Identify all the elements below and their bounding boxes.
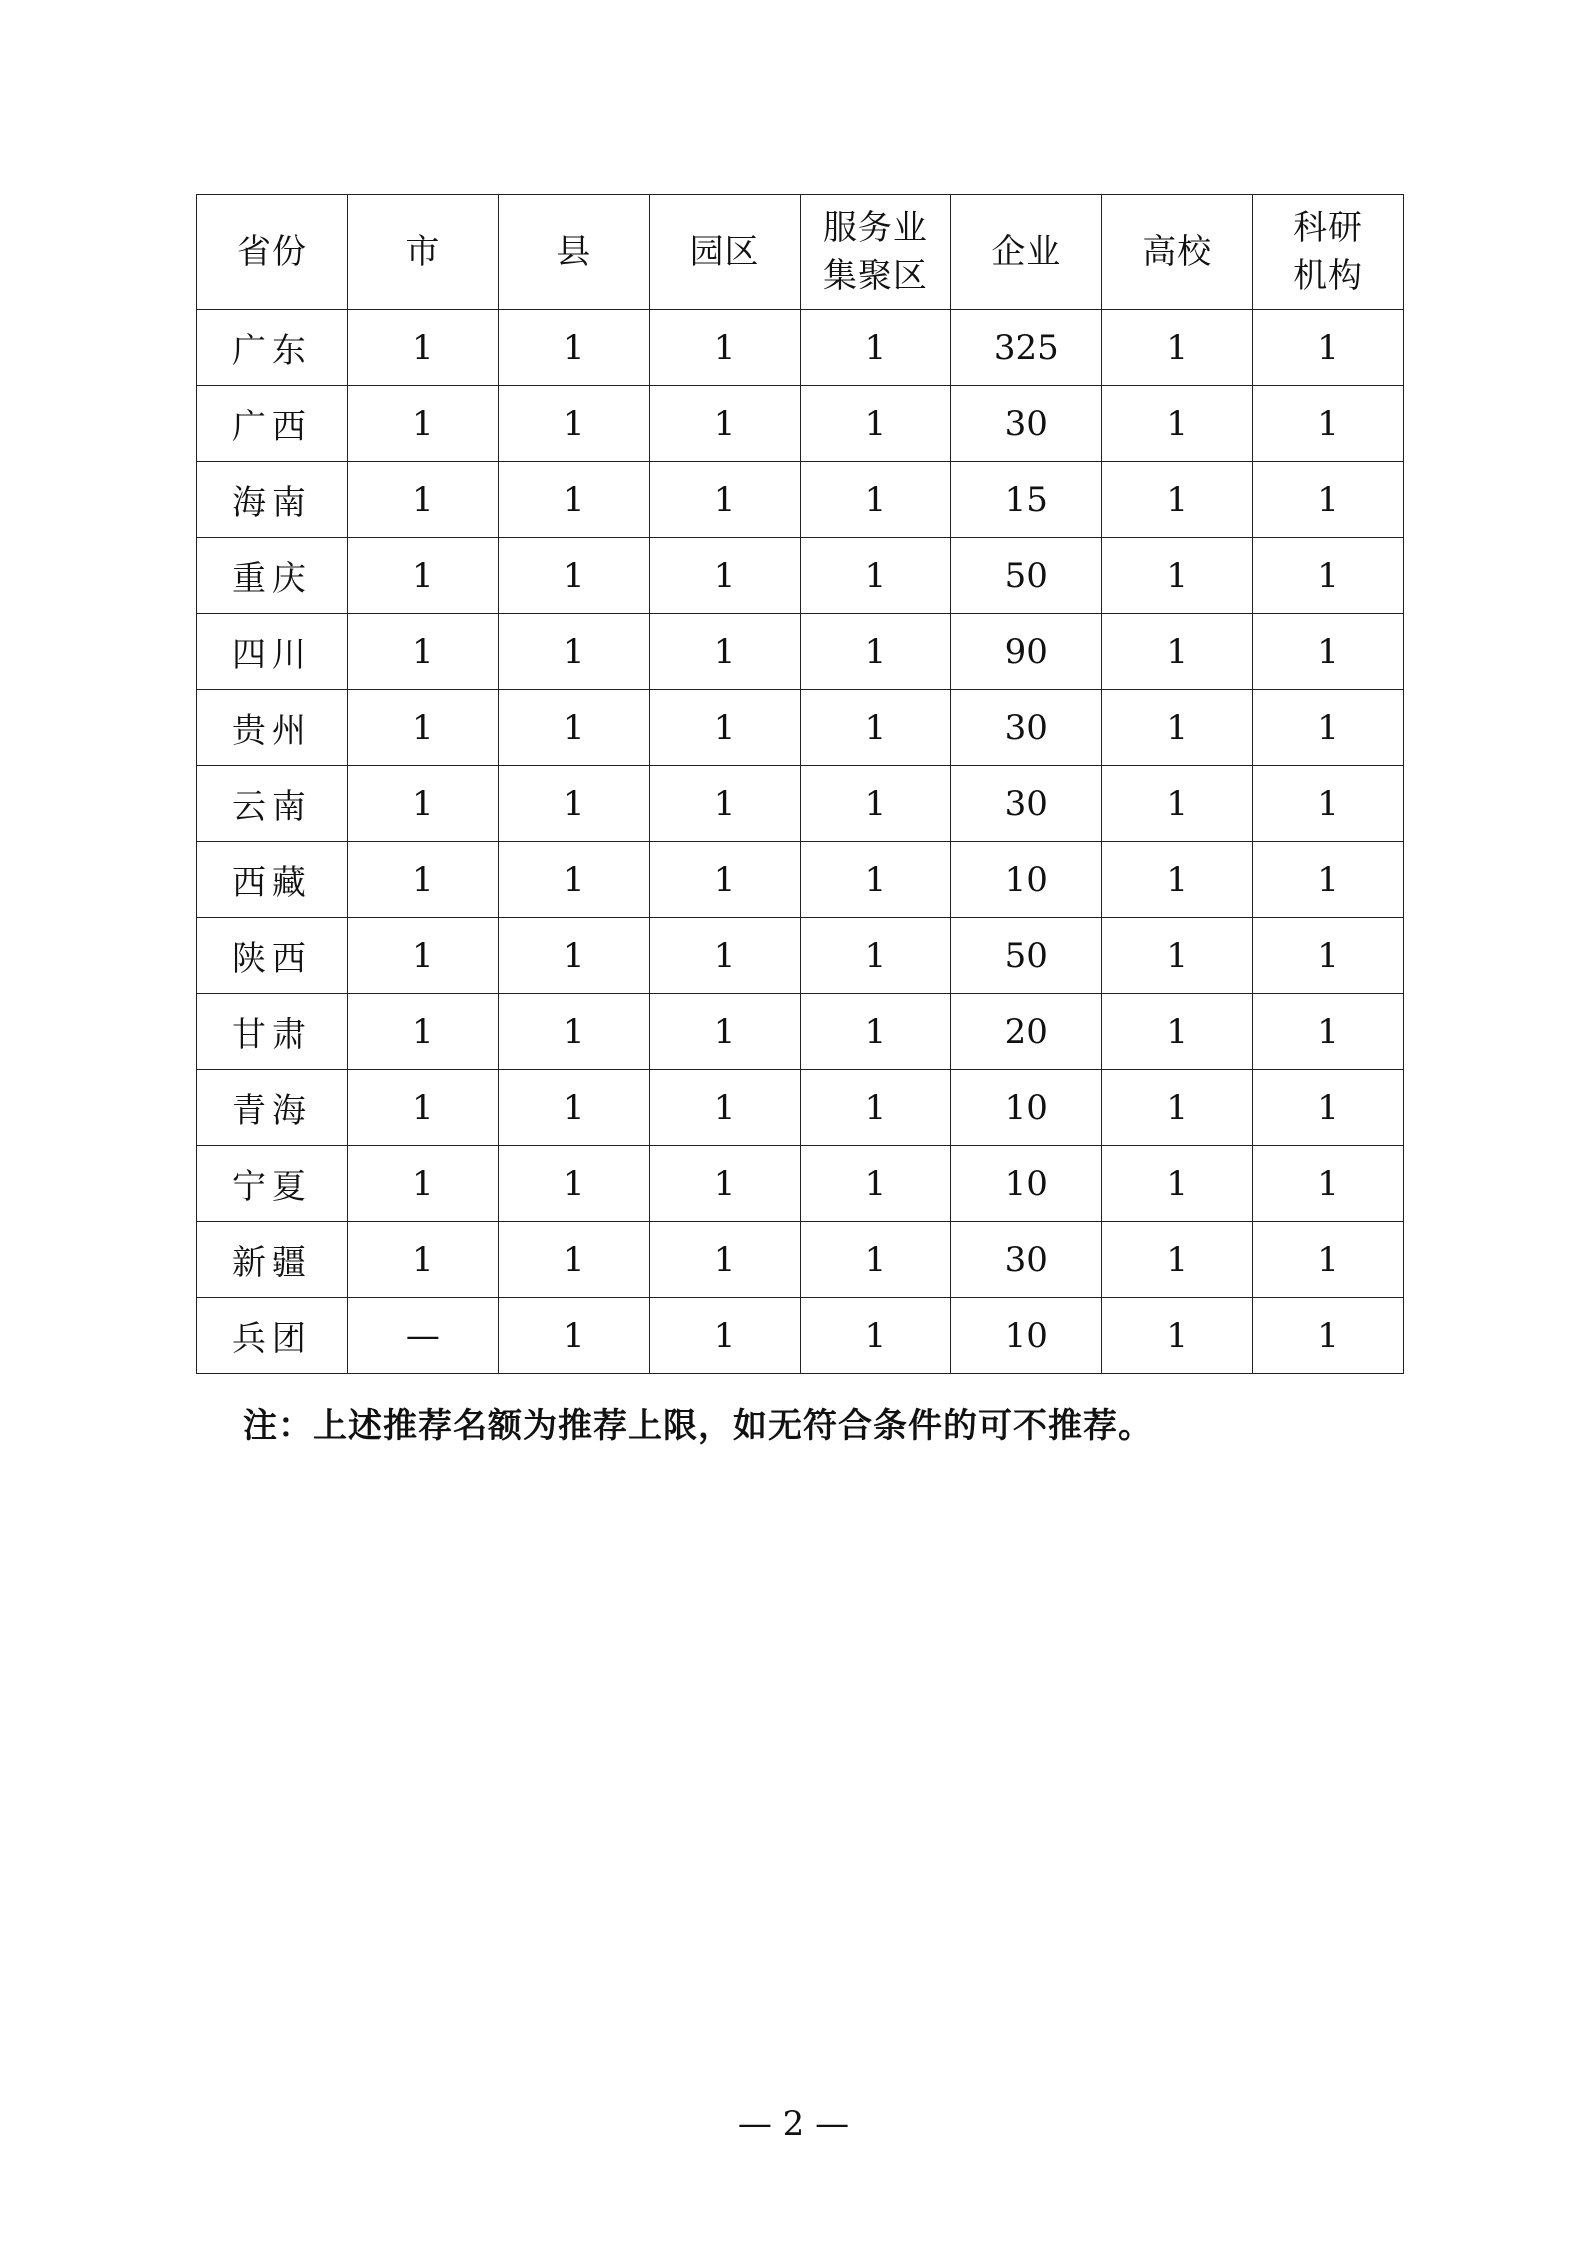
quota-cell: 30	[951, 1222, 1102, 1298]
quota-cell: 1	[1102, 690, 1253, 766]
quota-cell: 1	[498, 842, 649, 918]
table-row	[197, 1222, 1404, 1298]
quota-cell: 1	[498, 538, 649, 614]
quota-cell: 10	[951, 1298, 1102, 1374]
province-cell: 贵州	[197, 690, 348, 766]
quota-cell: 15	[951, 462, 1102, 538]
table-row	[197, 386, 1404, 462]
column-header: 高校	[1102, 195, 1253, 310]
province-cell: 重庆	[197, 538, 348, 614]
quota-cell: 1	[1102, 310, 1253, 386]
quota-cell: 1	[498, 918, 649, 994]
province-cell: 新疆	[197, 1222, 348, 1298]
column-header: 园区	[649, 195, 800, 310]
quota-cell: 1	[1253, 1298, 1404, 1374]
column-header: 省份	[197, 195, 348, 310]
quota-cell: 1	[1102, 462, 1253, 538]
quota-cell: 325	[951, 310, 1102, 386]
quota-cell: 1	[1102, 1298, 1253, 1374]
quota-cell: 1	[1253, 994, 1404, 1070]
quota-cell: 1	[1102, 386, 1253, 462]
quota-cell: 1	[649, 538, 800, 614]
quota-cell: 10	[951, 1070, 1102, 1146]
quota-cell: 1	[1253, 766, 1404, 842]
quota-cell: 1	[649, 614, 800, 690]
quota-cell: 1	[498, 614, 649, 690]
quota-cell: 1	[347, 918, 498, 994]
province-cell: 宁夏	[197, 1146, 348, 1222]
table-row	[197, 1298, 1404, 1374]
table-row	[197, 994, 1404, 1070]
quota-cell: 10	[951, 842, 1102, 918]
province-cell: 云南	[197, 766, 348, 842]
quota-cell: 1	[800, 538, 951, 614]
quota-table	[196, 194, 1404, 1374]
quota-cell: 1	[498, 690, 649, 766]
quota-cell: 1	[800, 1222, 951, 1298]
quota-cell: 1	[347, 1146, 498, 1222]
province-cell: 兵团	[197, 1298, 348, 1374]
quota-cell: 1	[347, 690, 498, 766]
quota-cell: 1	[1102, 918, 1253, 994]
quota-cell: 1	[1253, 1222, 1404, 1298]
table-row	[197, 1146, 1404, 1222]
quota-cell: 1	[1253, 1146, 1404, 1222]
quota-cell: 1	[800, 310, 951, 386]
page-number: — 2 —	[737, 2104, 850, 2144]
quota-cell: —	[347, 1298, 498, 1374]
quota-cell: 1	[1253, 310, 1404, 386]
quota-cell: 1	[498, 994, 649, 1070]
quota-cell: 1	[1102, 1070, 1253, 1146]
quota-cell: 1	[800, 1146, 951, 1222]
quota-cell: 30	[951, 690, 1102, 766]
quota-cell: 1	[1253, 842, 1404, 918]
quota-cell: 1	[649, 1070, 800, 1146]
quota-cell: 1	[1102, 1222, 1253, 1298]
quota-cell: 1	[347, 386, 498, 462]
quota-cell: 1	[800, 766, 951, 842]
table-row	[197, 690, 1404, 766]
province-cell: 陕西	[197, 918, 348, 994]
quota-cell: 1	[800, 1298, 951, 1374]
quota-cell: 1	[1253, 690, 1404, 766]
quota-cell: 1	[649, 690, 800, 766]
quota-cell: 1	[347, 614, 498, 690]
quota-cell: 1	[1102, 994, 1253, 1070]
quota-cell: 1	[800, 614, 951, 690]
quota-cell: 1	[347, 1070, 498, 1146]
table-row	[197, 462, 1404, 538]
quota-cell: 1	[649, 994, 800, 1070]
quota-cell: 1	[1102, 1146, 1253, 1222]
quota-cell: 1	[800, 386, 951, 462]
header-row	[197, 195, 1404, 310]
quota-cell: 1	[1102, 614, 1253, 690]
table-row	[197, 766, 1404, 842]
column-header: 科研 机构	[1253, 195, 1404, 310]
province-cell: 甘肃	[197, 994, 348, 1070]
column-header: 县	[498, 195, 649, 310]
quota-cell: 1	[347, 1222, 498, 1298]
quota-cell: 1	[1253, 538, 1404, 614]
province-cell: 广西	[197, 386, 348, 462]
quota-cell: 1	[800, 918, 951, 994]
footnote: 注：上述推荐名额为推荐上限，如无符合条件的可不推荐。	[243, 1406, 1153, 1446]
table-header	[197, 195, 1404, 310]
quota-cell: 1	[347, 842, 498, 918]
quota-cell: 1	[649, 386, 800, 462]
quota-cell: 1	[649, 462, 800, 538]
quota-cell: 1	[800, 462, 951, 538]
quota-cell: 1	[498, 1146, 649, 1222]
quota-cell: 1	[498, 386, 649, 462]
quota-cell: 1	[649, 1298, 800, 1374]
quota-cell: 1	[649, 310, 800, 386]
quota-cell: 10	[951, 1146, 1102, 1222]
quota-cell: 1	[800, 1070, 951, 1146]
quota-cell: 1	[498, 1298, 649, 1374]
table-row	[197, 842, 1404, 918]
quota-cell: 1	[800, 994, 951, 1070]
province-cell: 广东	[197, 310, 348, 386]
table-row	[197, 918, 1404, 994]
column-header: 企业	[951, 195, 1102, 310]
quota-cell: 1	[347, 310, 498, 386]
province-cell: 西藏	[197, 842, 348, 918]
quota-cell: 1	[1102, 538, 1253, 614]
quota-cell: 1	[1253, 386, 1404, 462]
quota-cell: 20	[951, 994, 1102, 1070]
quota-cell: 1	[347, 766, 498, 842]
quota-cell: 1	[498, 310, 649, 386]
quota-cell: 1	[1253, 918, 1404, 994]
quota-cell: 50	[951, 918, 1102, 994]
quota-cell: 1	[1253, 1070, 1404, 1146]
quota-cell: 1	[347, 538, 498, 614]
quota-cell: 1	[498, 766, 649, 842]
quota-cell: 30	[951, 386, 1102, 462]
table-row	[197, 310, 1404, 386]
table-row	[197, 1070, 1404, 1146]
quota-cell: 1	[649, 842, 800, 918]
quota-cell: 1	[498, 1222, 649, 1298]
province-cell: 海南	[197, 462, 348, 538]
quota-cell: 1	[649, 918, 800, 994]
column-header: 服务业 集聚区	[800, 195, 951, 310]
quota-cell: 1	[1253, 614, 1404, 690]
quota-cell: 1	[498, 462, 649, 538]
table-row	[197, 614, 1404, 690]
quota-cell: 1	[649, 1146, 800, 1222]
quota-cell: 1	[800, 690, 951, 766]
quota-cell: 1	[498, 1070, 649, 1146]
province-cell: 四川	[197, 614, 348, 690]
quota-cell: 50	[951, 538, 1102, 614]
quota-cell: 1	[1102, 842, 1253, 918]
quota-cell: 1	[1102, 766, 1253, 842]
column-header: 市	[347, 195, 498, 310]
quota-cell: 90	[951, 614, 1102, 690]
table-body	[197, 310, 1404, 1374]
table-row	[197, 538, 1404, 614]
quota-cell: 1	[347, 994, 498, 1070]
province-cell: 青海	[197, 1070, 348, 1146]
quota-cell: 1	[347, 462, 498, 538]
quota-cell: 1	[649, 1222, 800, 1298]
quota-cell: 30	[951, 766, 1102, 842]
quota-cell: 1	[649, 766, 800, 842]
quota-cell: 1	[800, 842, 951, 918]
quota-cell: 1	[1253, 462, 1404, 538]
